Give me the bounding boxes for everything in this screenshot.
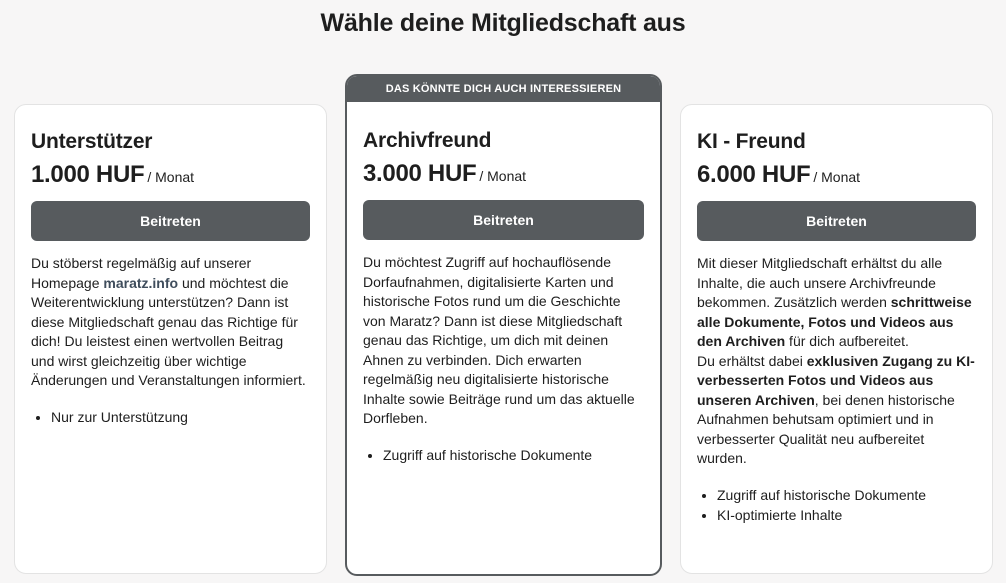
feature-item: • Nur zur Unterstützung [51, 407, 310, 427]
plan-price: 1.000 HUF [31, 161, 145, 188]
desc-highlight: schrittweise alle Dokumente, Fotos und Videos aus den Archiven [697, 294, 972, 349]
plan-card-archivfreund [345, 74, 662, 576]
join-button[interactable]: Beitreten [363, 200, 644, 240]
plan-description [31, 254, 310, 391]
homepage-link[interactable]: maratz.info [103, 274, 179, 291]
recommendation-banner: DAS KÖNNTE DICH AUCH INTERESSIEREN [347, 76, 660, 102]
plan-name: Unterstützer [31, 130, 153, 153]
join-button[interactable]: Beitreten [31, 201, 310, 241]
plan-name: KI - Freund [697, 130, 806, 153]
price-row [31, 161, 310, 189]
desc-text: für dich aufbereitet. [785, 333, 909, 349]
plan-description [697, 254, 976, 469]
feature-list [697, 485, 976, 525]
plan-card-unterstuetzer [14, 104, 327, 574]
plan-description: Du möchtest Zugriff auf hochauflösende Dorfaufnahmen, digitalisierte Karten und historische Fotos rund um die Geschichte von Maratz? Dann ist diese Mitgliedschaft genau das Richtige, um dich mit deinen Ahnen zu verbinden. Dich erwarten regelmäßig neu digitalisierte historische Inhalte sowie Beiträge rund um das aktuelle Dorfleben. [363, 254, 635, 426]
feature-list [363, 445, 644, 465]
plan-price: 3.000 HUF [363, 160, 477, 187]
plan-period: / Monat [479, 168, 527, 184]
feature-item: • KI-optimierte Inhalte [717, 505, 976, 525]
desc-text: Du erhältst dabei [697, 352, 807, 369]
join-button[interactable]: Beitreten [697, 201, 976, 241]
desc-text: und möchtest die Weiterentwicklung unterstützen? Dann ist diese Mitgliedschaft genau das Richtige für dich! Du leistest einen wertvollen Beitrag und wirst gleichzeitig über wichtige Änderungen und Veranstaltungen informiert. [31, 274, 306, 388]
plan-period: / Monat [813, 169, 861, 185]
feature-item: • Zugriff auf historische Dokumente [383, 445, 644, 465]
feature-list [31, 407, 310, 427]
desc-highlight: exklusiven Zugang zu KI-verbesserten Fotos und Videos aus unseren Archiven [697, 352, 975, 408]
plan-period: / Monat [147, 169, 195, 185]
plan-price: 6.000 HUF [697, 161, 811, 188]
plan-name: Archivfreund [363, 129, 492, 152]
desc-text: , bei denen historische Aufnahmen behutsam optimiert und in verbesserter Qualität neu aufbereitet wurden. [697, 391, 955, 466]
page-title: Wähle deine Mitgliedschaft aus [320, 9, 686, 37]
price-row [363, 160, 644, 188]
price-row [697, 161, 976, 189]
desc-text: Du stöberst regelmäßig auf unserer Homepage [31, 255, 252, 291]
plan-card-ki-freund [680, 104, 993, 574]
desc-text: Mit dieser Mitgliedschaft erhältst du alle Inhalte, die auch unsere Archivfreunde bekommen. Zusätzlich werden [697, 255, 943, 310]
feature-item: • Zugriff auf historische Dokumente [717, 485, 976, 505]
